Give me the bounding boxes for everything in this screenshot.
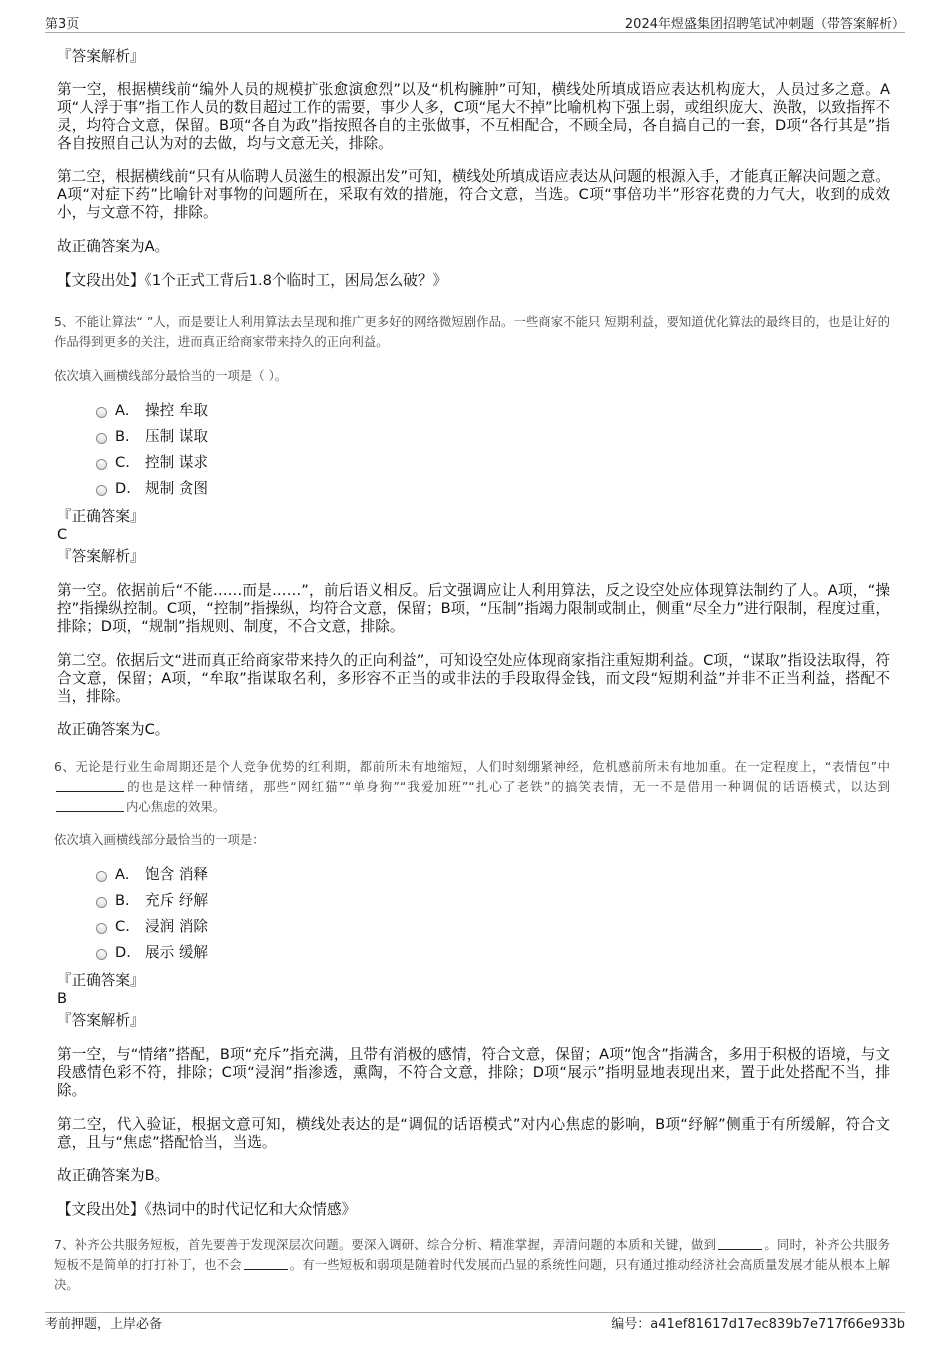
radio-icon[interactable] [96, 949, 107, 960]
question-prompt: 依次填入画横线部分最恰当的一项是： [54, 832, 265, 847]
option-b[interactable]: B. 充斥 纾解 [96, 892, 208, 910]
option-d[interactable]: D. 展示 缓解 [96, 944, 208, 962]
page-number: 第3页 [45, 17, 80, 32]
analysis-paragraph: 第一空，与“情绪”搭配，B项“充斥”指充满，且带有消极的感情，符合文意，保留；A项“饱含”指满含，多用于积极的语境，与文段感情色彩不符，排除；C项“浸润”指渗透，熏陶，不符合文意，排除；D项“展示”指明显地表现出来，置于此处搭配不当，排除。 [57, 1046, 890, 1099]
option-d[interactable]: D. 规制 贪图 [96, 480, 208, 498]
option-b[interactable]: B. 压制 谋取 [96, 428, 208, 446]
radio-icon[interactable] [96, 459, 107, 470]
question-stem: 5、不能让算法“ ”人，而是要让人利用算法去呈现和推广更多好的网络微短剧作品。一些商家不能只 短期利益，要知道优化算法的最终目的，也是让好的作品得到更多的关注，进而真正给商家带来持久的正向利益。 [54, 314, 890, 349]
option-a[interactable]: A. 饱含 消释 [96, 866, 208, 884]
blank-2 [56, 799, 124, 812]
option-c[interactable]: C. 控制 谋求 [96, 454, 208, 472]
analysis-label: 『答案解析』 [57, 548, 145, 565]
analysis-paragraph: 第一空。依据前后“不能……而是……”，前后语义相反。后文强调应让人利用算法，反之设空处应体现算法制约了人。A项，“操控”指操纵控制。C项，“控制”指操纵，均符合文意，保留；B项，“压制”指竭力限制或制止，侧重“尽全力”进行限制，程度过重，排除；D项，“规制”指规则、制度，不合文意，排除。 [57, 582, 890, 635]
correct-answer-label: 『正确答案』 [57, 508, 145, 525]
question-stem: 7、补齐公共服务短板，首先要善于发现深层次问题。要深入调研、综合分析、精准掌握，弄清问题的本质和关键，做到 。同时，补齐公共服务短板不是简单的打打补丁，也不会 。有一些短板和弱项是随着时代发展而凸显的系统性问题，只有通过推动经济社会高质量发展才能从根本上解决。 [54, 1237, 891, 1292]
option-a[interactable]: A. 操控 牟取 [96, 402, 208, 420]
blank-1 [718, 1237, 762, 1250]
correct-answer: B [57, 990, 68, 1007]
source-citation: 【文段出处】《热词中的时代记忆和大众情感》 [57, 1201, 357, 1218]
analysis-paragraph: 第二空。依据后文“进而真正给商家带来持久的正向利益”，可知设空处应体现商家指注重短期利益。C项，“谋取”指设法取得，符合文意，保留；A项，“牟取”指谋取名利，多形容不正当的或非法的手段取得金钱，而文段“短期利益”并非不正当利益，搭配不当，排除。 [57, 652, 890, 705]
radio-icon[interactable] [96, 407, 107, 418]
correct-answer: C [57, 526, 68, 543]
correct-answer-label: 『正确答案』 [57, 972, 145, 989]
radio-icon[interactable] [96, 871, 107, 882]
analysis-paragraph: 第一空，根据横线前“编外人员的规模扩张愈演愈烈”以及“机构臃肿”可知，横线处所填成语应表达机构庞大，人员过多之意。A项“人浮于事”指工作人员的数目超过工作的需要，事少人多，C项“尾大不掉”比喻机构下强上弱，或组织庞大、涣散，以致指挥不灵，均符合文意，保留。B项“各自为政”指按照各自的主张做事，不互相配合，不顾全局，各自搞自己的一套，D项“各行其是”指各自按照自己认为对的去做，均与文意无关，排除。 [57, 81, 890, 152]
question-prompt: 依次填入画横线部分最恰当的一项是（ ）。 [54, 368, 288, 383]
footer-slogan: 考前押题，上岸必备 [45, 1317, 163, 1332]
blank-1 [56, 779, 124, 792]
option-c[interactable]: C. 浸润 消除 [96, 918, 208, 936]
analysis-label: 『答案解析』 [57, 48, 145, 65]
header-divider [45, 32, 905, 33]
document-id: 编号：a41ef81617d17ec839b7e717f66e933b [611, 1317, 905, 1332]
answer-conclusion: 故正确答案为B。 [57, 1167, 170, 1184]
analysis-label: 『答案解析』 [57, 1012, 145, 1029]
answer-conclusion: 故正确答案为A。 [57, 238, 170, 255]
source-citation: 【文段出处】《1个正式工背后1.8个临时工，困局怎么破？》 [57, 272, 448, 289]
answer-conclusion: 故正确答案为C。 [57, 721, 170, 738]
analysis-paragraph: 第二空，根据横线前“只有从临聘人员滋生的根源出发”可知，横线处所填成语应表达从问题的根源入手，才能真正解决问题之意。A项“对症下药”比喻针对事物的问题所在，采取有效的措施，符合文意，当选。C项“事倍功半”形容花费的力气大，收到的成效小，与文意不符，排除。 [57, 168, 890, 221]
document-title: 2024年煜盛集团招聘笔试冲刺题（带答案解析） [624, 17, 905, 32]
radio-icon[interactable] [96, 897, 107, 908]
analysis-paragraph: 第二空，代入验证，根据文意可知，横线处表达的是“调侃的话语模式”对内心焦虑的影响，B项“纾解”侧重于有所缓解，符合文意，且与“焦虑”搭配恰当，当选。 [57, 1116, 890, 1151]
radio-icon[interactable] [96, 923, 107, 934]
radio-icon[interactable] [96, 485, 107, 496]
radio-icon[interactable] [96, 433, 107, 444]
question-stem: 6、无论是行业生命周期还是个人竞争优势的红利期，都前所未有地缩短，人们时刻绷紧神经，危机感前所未有地加重。在一定程度上，“表情包”中的也是这样一种情绪，那些“网红猫”“单身狗”“我爱加班”“扎心了老铁”的搞笑表情，无一不是借用一种调侃的话语模式，以达到内心焦虑的效果。 [54, 759, 890, 814]
blank-2 [244, 1257, 288, 1270]
